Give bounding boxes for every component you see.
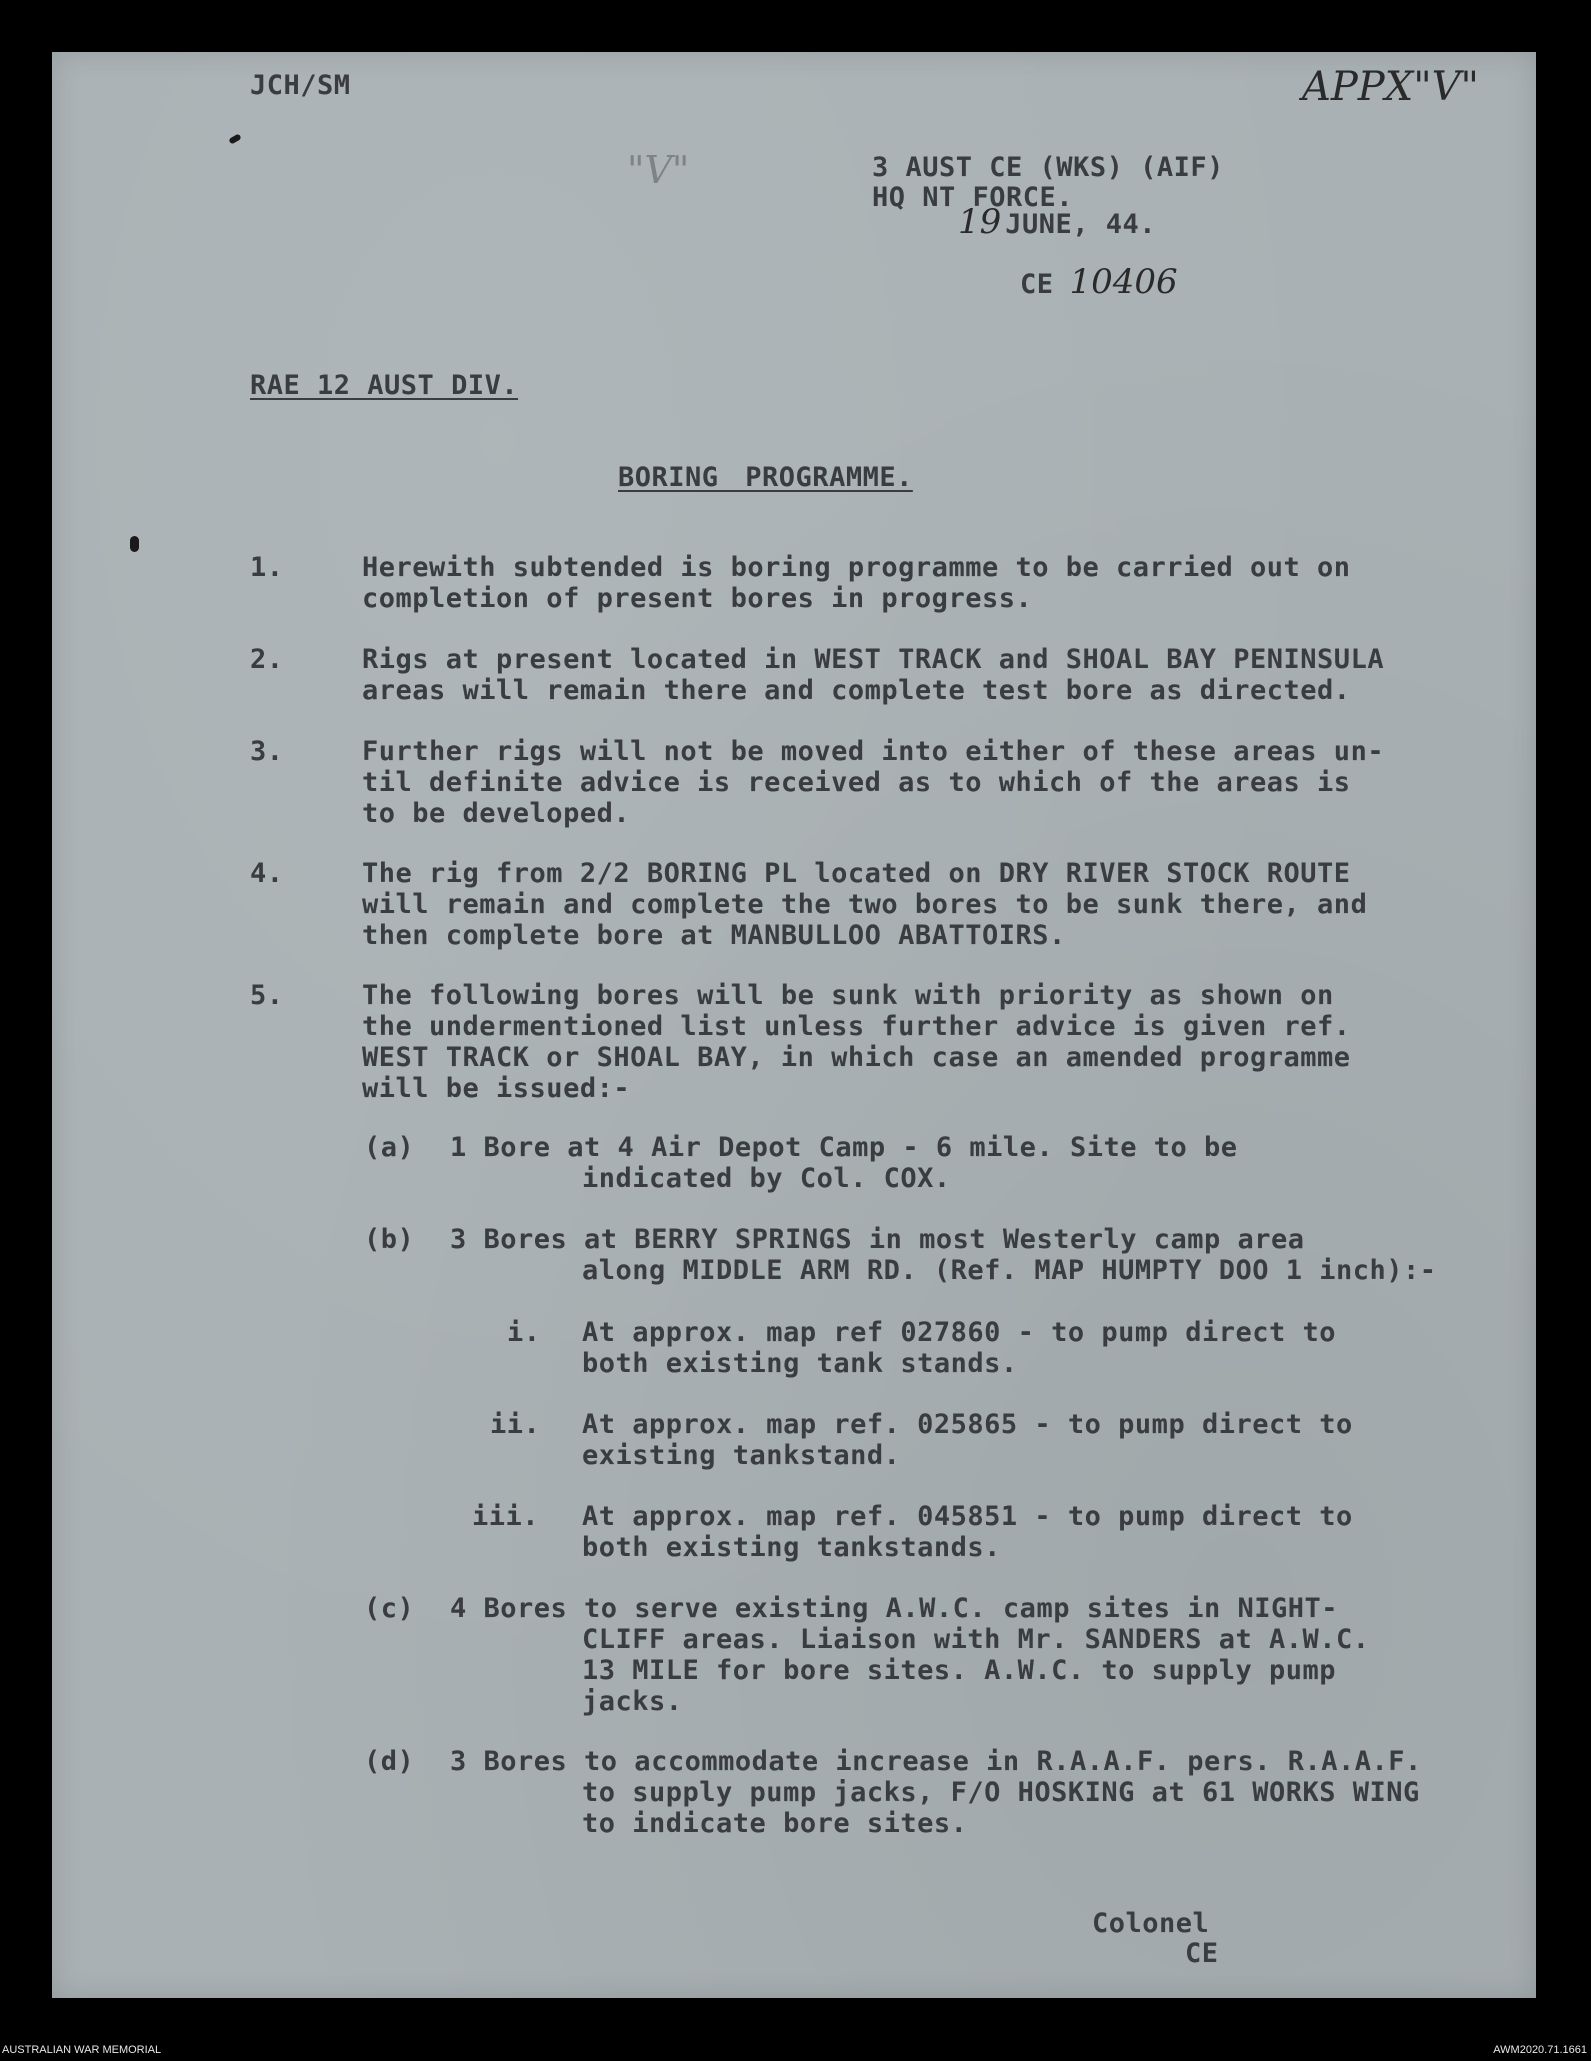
item-line: indicated by Col. COX. [582,1163,951,1194]
ce-number: 10406 [1069,262,1178,302]
footer-left-credit: AUSTRALIAN WAR MEMORIAL [2,2044,162,2056]
paragraph-4 [362,858,1367,951]
hq-heading: HQ NT FORCE. [872,182,1074,213]
item-line: 3 Bores at BERRY SPRINGS in most Westerly camp area [450,1224,1305,1255]
sub-item-line: At approx. map ref 027860 - to pump direct to [582,1317,1336,1348]
appendix-annotation: APPX"V" [1302,64,1479,110]
reference-initials: JCH/SM [250,70,351,101]
footer-right-id: AWM2020.71.1661 [1493,2044,1587,2056]
paragraph-5 [362,980,1351,1104]
paragraph-line: Further rigs will not be moved into either of these areas un- [362,736,1385,767]
paragraph-line: the undermentioned list unless further advice is given ref. [362,1011,1351,1042]
hole-punch-mark [228,133,241,144]
date-month-year: JUNE, 44. [1005,209,1157,240]
ce-reference [1020,262,1178,302]
paragraph-line: The rig from 2/2 BORING PL located on DRY RIVER STOCK ROUTE [362,858,1351,889]
ce-label: CE [1020,269,1054,300]
paragraph-number: 5. [250,980,284,1011]
item-label: (a) [364,1132,415,1163]
sub-item-iii [582,1501,1353,1563]
item-line: 13 MILE for bore sites. A.W.C. to supply pump [582,1655,1336,1686]
item-line: to supply pump jacks, F/O HOSKING at 61 WORKS WING [582,1777,1420,1808]
item-line: 3 Bores to accommodate increase in R.A.A.F. pers. R.A.A.F. [450,1746,1422,1777]
date-day: 19 [958,202,1002,242]
paragraph-line: Herewith subtended is boring programme to be carried out on [362,552,1351,583]
paragraph-line: til definite advice is received as to which of the areas is [362,767,1351,798]
sub-item-line: both existing tankstands. [582,1532,1001,1563]
sub-item-number: i. [507,1317,541,1348]
paragraph-number: 4. [250,858,284,889]
unit-heading: 3 AUST CE (WKS) (AIF) [872,152,1224,183]
paragraph-line: then complete bore at MANBULLOO ABATTOIRS. [362,920,1066,951]
item-c-continuation [582,1624,1370,1717]
paragraph-line: WEST TRACK or SHOAL BAY, in which case an amended programme [362,1042,1351,1073]
sub-item-i [582,1317,1336,1379]
paragraph-line: completion of present bores in progress. [362,583,1033,614]
sub-item-line: both existing tank stands. [582,1348,1018,1379]
item-line: jacks. [582,1686,683,1717]
sub-item-line: At approx. map ref. 025865 - to pump direct to [582,1409,1353,1440]
item-label: (c) [364,1593,415,1624]
item-label: (b) [364,1224,415,1255]
sub-item-number: ii. [490,1409,541,1440]
sub-item-line: At approx. map ref. 045851 - to pump direct to [582,1501,1353,1532]
paragraph-line: Rigs at present located in WEST TRACK and SHOAL BAY PENINSULA [362,644,1385,675]
item-line: 1 Bore at 4 Air Depot Camp - 6 mile. Site to be [450,1132,1238,1163]
item-d-continuation [582,1777,1420,1839]
item-line: 4 Bores to serve existing A.W.C. camp sites in NIGHT- [450,1593,1339,1624]
paragraph-line: to be developed. [362,798,631,829]
date-line [958,202,1156,242]
paragraph-line: will remain and complete the two bores to be sunk there, and [362,889,1368,920]
sub-item-number: iii. [472,1501,540,1532]
paragraph-line: will be issued:- [362,1073,631,1104]
addressee: RAE 12 AUST DIV. [250,370,519,401]
paragraph-number: 3. [250,736,284,767]
signature-office: CE [1185,1938,1219,1969]
paragraph-line: The following bores will be sunk with priority as shown on [362,980,1334,1011]
document-title: BORING PROGRAMME. [618,462,913,493]
v-annotation: "V" [627,148,690,192]
paragraph-number: 2. [250,644,284,675]
sub-item-line: existing tankstand. [582,1440,901,1471]
item-line: CLIFF areas. Liaison with Mr. SANDERS at A.W.C. [582,1624,1370,1655]
paragraph-line: areas will remain there and complete test bore as directed. [362,675,1351,706]
document-page [52,52,1536,1998]
item-line: along MIDDLE ARM RD. (Ref. MAP HUMPTY DOO 1 inch):- [582,1255,1437,1286]
sub-item-ii [582,1409,1353,1471]
item-line: to indicate bore sites. [582,1808,968,1839]
hole-punch-mark [130,536,139,552]
signature-rank: Colonel [1092,1908,1210,1939]
paragraph-3 [362,736,1384,829]
paragraph-number: 1. [250,552,284,583]
item-label: (d) [364,1746,415,1777]
paragraph-1 [362,552,1351,614]
paragraph-2 [362,644,1384,706]
